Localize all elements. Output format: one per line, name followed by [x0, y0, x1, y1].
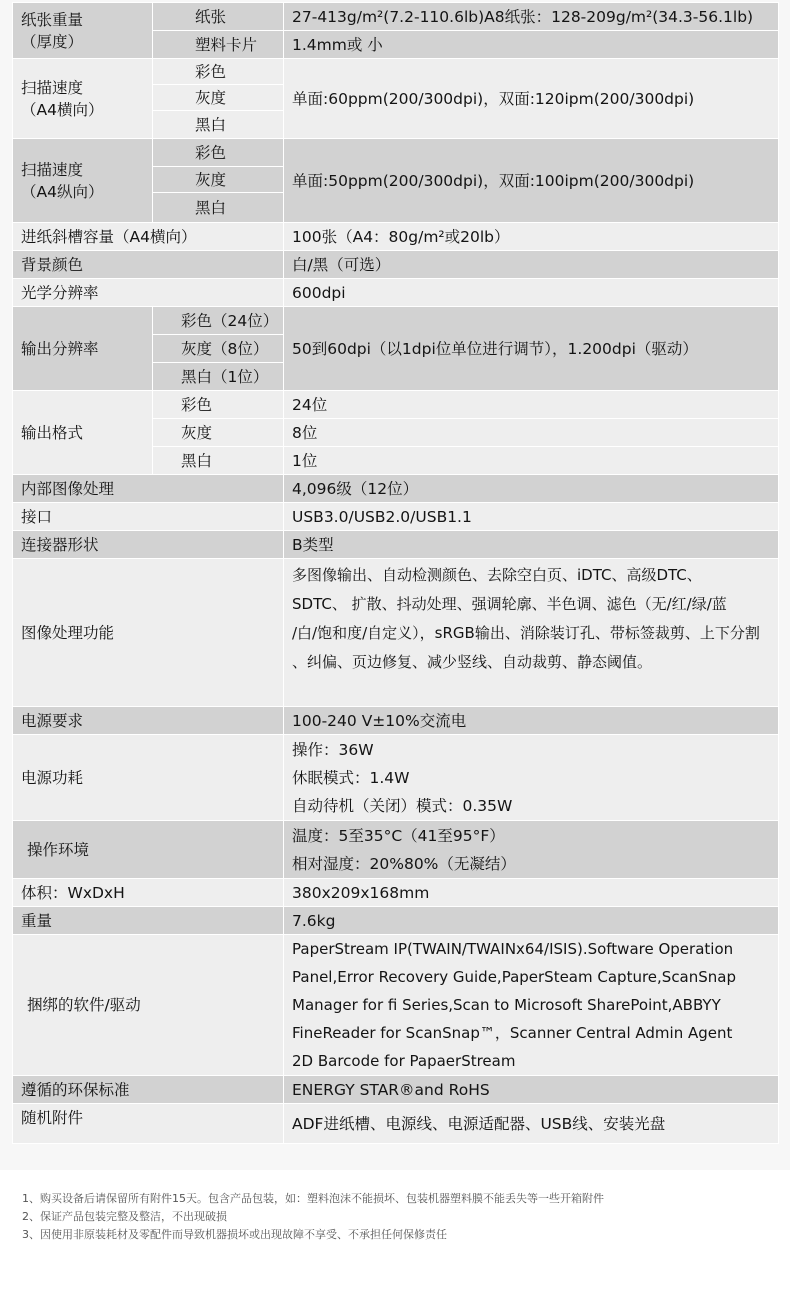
table-row	[13, 879, 779, 907]
software-value: PaperStream IP(TWAIN/TWAINx64/ISIS).Software Operation Panel,Error Recovery Guide,PaperSteam Capture,ScanSnap Manager for fi Series,Scan to Microsoft SharePoint,ABBYY FineReader for ScanSnap™，Scanner Central Admin Agent 2D Barcode for PapaerStream	[284, 935, 779, 1076]
table-row	[13, 735, 779, 821]
table-row	[13, 907, 779, 935]
output-res-label: 输出分辨率	[13, 307, 153, 391]
scan-speed-portrait-label: 扫描速度 （A4纵向）	[13, 139, 153, 223]
color-24-label: 彩色（24位）	[153, 307, 284, 335]
spec-table	[12, 2, 779, 1144]
format-color-value: 24位	[284, 391, 779, 419]
table-row	[13, 139, 779, 167]
env-standard-value: ENERGY STAR®and RoHS	[284, 1076, 779, 1104]
note-item: 3、因使用非原装耗材及零配件而导致机器损坏或出现故障不享受、不承担任何保修责任	[22, 1228, 447, 1241]
power-consumption-value: 操作：36W 休眠模式：1.4W 自动待机（关闭）模式：0.35W	[284, 735, 779, 821]
connector-label: 连接器形状	[13, 531, 284, 559]
table-row	[13, 707, 779, 735]
color-label: 彩色	[153, 139, 284, 167]
adf-value: 100张（A4：80g/m²或20lb）	[284, 223, 779, 251]
gray-label: 灰度	[153, 419, 284, 447]
output-res-value: 50到60dpi（以1dpi位单位进行调节），1.200dpi（驱动）	[284, 307, 779, 391]
table-row	[13, 391, 779, 419]
bw-label: 黑白	[153, 111, 284, 139]
bg-color-value: 白/黑（可选）	[284, 251, 779, 279]
bw-label: 黑白	[153, 447, 284, 475]
scan-speed-landscape-value: 单面:60ppm(200/300dpi)，双面:120ipm(200/300dpi)	[284, 59, 779, 139]
gray-label: 灰度	[153, 167, 284, 193]
scan-speed-portrait-value: 单面:50ppm(200/300dpi)，双面:100ipm(200/300dpi)	[284, 139, 779, 223]
internal-proc-value: 4,096级（12位）	[284, 475, 779, 503]
note-item: 1、购买设备后请保留所有附件15天。包含产品包装，如：塑料泡沫不能损坏、包装机器塑料膜不能丢失等一些开箱附件	[22, 1192, 604, 1205]
notes	[22, 1190, 772, 1244]
bw-1-label: 黑白（1位）	[153, 363, 284, 391]
table-row	[13, 531, 779, 559]
table-row	[13, 59, 779, 85]
color-label: 彩色	[153, 391, 284, 419]
environment-label: 操作环境	[13, 821, 284, 879]
adf-label: 进纸斜槽容量（A4横向）	[13, 223, 284, 251]
table-row	[13, 559, 779, 707]
bw-label: 黑白	[153, 193, 284, 223]
paper-label: 纸张	[153, 3, 284, 31]
connector-value: B类型	[284, 531, 779, 559]
color-label: 彩色	[153, 59, 284, 85]
plastic-card-value: 1.4mm或 小	[284, 31, 779, 59]
software-label: 捆绑的软件/驱动	[13, 935, 284, 1076]
note-item: 2、保证产品包装完整及整洁，不出现破损	[22, 1210, 227, 1223]
table-row	[13, 307, 779, 335]
table-row	[13, 251, 779, 279]
environment-value: 温度：5至35°C（41至95°F） 相对湿度：20%80%（无凝结）	[284, 821, 779, 879]
power-consumption-label: 电源功耗	[13, 735, 284, 821]
table-row	[13, 821, 779, 879]
table-row	[13, 223, 779, 251]
power-req-label: 电源要求	[13, 707, 284, 735]
format-gray-value: 8位	[284, 419, 779, 447]
internal-proc-label: 内部图像处理	[13, 475, 284, 503]
image-func-value: 多图像输出、自动检测颜色、去除空白页、iDTC、高级DTC、 SDTC、 扩散、抖动处理、强调轮廓、半色调、滤色（无/红/绿/蓝 /白/饱和度/自定义），sRGB输出、消除装订孔、带标签裁剪、上下分割 、纠偏、页边修复、减少竖线、自动裁剪、静态阈值。	[284, 559, 779, 707]
output-format-label: 输出格式	[13, 391, 153, 475]
interface-value: USB3.0/USB2.0/USB1.1	[284, 503, 779, 531]
image-func-label: 图像处理功能	[13, 559, 284, 707]
dimensions-label: 体积：WxDxH	[13, 879, 284, 907]
gray-label: 灰度	[153, 85, 284, 111]
bg-color-label: 背景颜色	[13, 251, 284, 279]
table-row	[13, 3, 779, 31]
plastic-card-label: 塑料卡片	[153, 31, 284, 59]
table-row	[13, 475, 779, 503]
table-row	[13, 1076, 779, 1104]
env-standard-label: 遵循的环保标准	[13, 1076, 284, 1104]
optical-res-label: 光学分辨率	[13, 279, 284, 307]
format-bw-value: 1位	[284, 447, 779, 475]
dimensions-value: 380x209x168mm	[284, 879, 779, 907]
table-row	[13, 1104, 779, 1144]
gray-8-label: 灰度（8位）	[153, 335, 284, 363]
weight-label: 重量	[13, 907, 284, 935]
accessories-value: ADF进纸槽、电源线、电源适配器、USB线、安装光盘	[284, 1104, 779, 1144]
accessories-label: 随机附件	[13, 1104, 284, 1144]
scan-speed-landscape-label: 扫描速度 （A4横向）	[13, 59, 153, 139]
paper-value: 27-413g/m²(7.2-110.6lb)A8纸张：128-209g/m²(34.3-56.1lb)	[284, 3, 779, 31]
table-row	[13, 279, 779, 307]
paper-weight-label: 纸张重量 （厚度）	[13, 3, 153, 59]
table-row	[13, 935, 779, 1076]
interface-label: 接口	[13, 503, 284, 531]
weight-value: 7.6kg	[284, 907, 779, 935]
optical-res-value: 600dpi	[284, 279, 779, 307]
power-req-value: 100-240 V±10%交流电	[284, 707, 779, 735]
table-row	[13, 503, 779, 531]
